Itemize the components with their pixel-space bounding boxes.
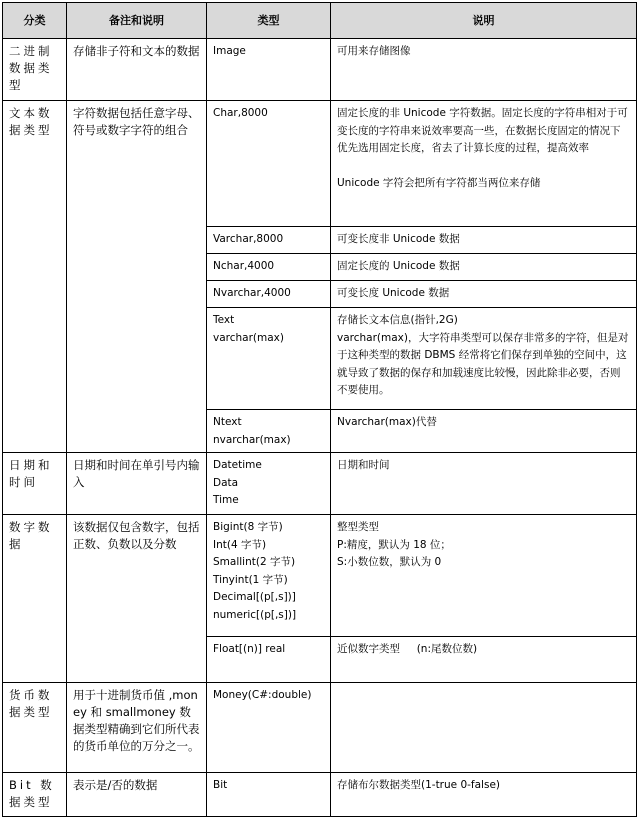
type-cell (207, 308, 331, 410)
type-name: Varchar,8000 (213, 233, 284, 245)
description-cell (331, 683, 637, 773)
header-description: 说明 (331, 3, 637, 39)
table-row (3, 39, 637, 101)
table-row (3, 453, 637, 515)
category-cell (3, 515, 67, 683)
type-cell (207, 773, 331, 817)
type-cell (207, 101, 331, 227)
description-text: 存储布尔数据类型(1-true 0-false) (337, 779, 500, 791)
category-text: 货币数据类型 (9, 688, 53, 719)
description-text: 存储长文本信息(指针,2G) (337, 314, 458, 326)
description-text: S:小数位数，默认为 0 (337, 556, 442, 568)
description-text: 固定长度的 Unicode 数据 (337, 260, 460, 272)
type-cell (207, 515, 331, 637)
notes-cell (67, 101, 207, 453)
table-body (3, 39, 637, 817)
notes-cell (67, 515, 207, 683)
type-name: Data (213, 476, 239, 489)
type-name: Ntext (213, 416, 242, 428)
type-name: Smallint(2 字节) (213, 556, 296, 568)
type-cell (207, 254, 331, 281)
category-cell (3, 453, 67, 515)
type-name: Text (213, 314, 235, 326)
notes-text: 日期和时间在单引号内输入 (73, 458, 200, 489)
type-name: Image (213, 45, 246, 57)
description-text: 固定长度的非 Unicode 字符数据。固定长度的字符串相对于可变长度的字符串来说效率要高一些，在数据长度固定的情况下优先选用固定长度，省去了计算长度的过程，提高效率 (337, 107, 628, 154)
description-text: Nvarchar(max)代替 (337, 416, 437, 428)
description-text: 近似数字类型 (n:尾数位数) (337, 643, 478, 655)
type-name: Money(C#:double) (213, 689, 312, 701)
description-text: Unicode 字符会把所有字符都当两位来存储 (337, 177, 541, 189)
notes-text: 用于十进制货币值 ,money 和 smallmoney 数据类型精确到它们所代表的货币单位的万分之一。 (73, 688, 200, 753)
notes-cell (67, 453, 207, 515)
category-cell (3, 683, 67, 773)
notes-text: 表示是/否的数据 (73, 778, 158, 792)
description-text: 整型类型 (337, 521, 379, 533)
description-text: 可变长度非 Unicode 数据 (337, 233, 460, 245)
description-text (337, 687, 630, 705)
type-name: numeric[(p[,s])] (213, 608, 297, 621)
type-name: Time (213, 494, 239, 506)
notes-text: 该数据仅包含数字，包括正数、负数以及分数 (73, 520, 200, 551)
category-text: 日期和时间 (9, 458, 53, 489)
type-cell (207, 453, 331, 515)
category-text: 数字数据 (9, 520, 53, 551)
description-cell (331, 39, 637, 101)
header-category: 分类 (3, 3, 67, 39)
description-text: 可用来存储图像 (337, 45, 411, 57)
category-text: 二进制数据类型 (9, 44, 53, 92)
type-name: Bit (213, 779, 228, 791)
header-notes: 备注和说明 (67, 3, 207, 39)
notes-cell (67, 773, 207, 817)
table-row (3, 101, 637, 227)
header-row (3, 3, 637, 39)
type-cell (207, 227, 331, 254)
type-name: varchar(max) (213, 331, 284, 344)
notes-cell (67, 683, 207, 773)
type-cell (207, 637, 331, 683)
description-cell (331, 637, 637, 683)
type-name: Datetime (213, 459, 262, 471)
type-cell (207, 281, 331, 308)
description-cell (331, 410, 637, 453)
description-cell (331, 101, 637, 227)
description-text: 日期和时间 (337, 459, 390, 471)
table-row (3, 683, 637, 773)
type-name: nvarchar(max) (213, 433, 291, 446)
category-cell (3, 101, 67, 453)
type-name: Nvarchar,4000 (213, 287, 291, 299)
description-cell (331, 515, 637, 637)
category-cell (3, 773, 67, 817)
table-row (3, 773, 637, 817)
description-cell (331, 254, 637, 281)
category-cell (3, 39, 67, 101)
description-text: P:精度，默认为 18 位； (337, 538, 451, 551)
description-cell (331, 281, 637, 308)
type-name: Float[(n)] real (213, 643, 286, 655)
description-text (337, 158, 630, 176)
description-cell (331, 453, 637, 515)
header-type: 类型 (207, 3, 331, 39)
notes-text: 存储非子符和文本的数据 (73, 44, 200, 58)
category-text: 文本数据类型 (9, 106, 53, 137)
description-cell (331, 308, 637, 410)
type-name: Int(4 字节) (213, 538, 267, 551)
type-name: Nchar,4000 (213, 260, 275, 272)
type-cell (207, 39, 331, 101)
description-text: varchar(max)，大字符串类型可以保存非常多的字符，但是对于这种类型的数据 DBMS 经常将它们保存到单独的空间中，这就导致了数据的保存和加载速度比较慢，因此除非必要，否则不要使用。 (337, 331, 629, 396)
type-name: Bigint(8 字节) (213, 521, 283, 533)
description-text: 可变长度 Unicode 数据 (337, 287, 450, 299)
type-name: Tinyint(1 字节) (213, 573, 288, 586)
description-cell (331, 227, 637, 254)
table-row (3, 515, 637, 637)
notes-cell (67, 39, 207, 101)
notes-text: 字符数据包括任意字母、符号或数字字符的组合 (73, 106, 200, 137)
type-name: Char,8000 (213, 107, 268, 119)
description-cell (331, 773, 637, 817)
type-cell (207, 683, 331, 773)
data-types-table (2, 2, 637, 817)
type-cell (207, 410, 331, 453)
type-name: Decimal[(p[,s])] (213, 591, 296, 603)
category-text: Bit 数据类型 (9, 778, 55, 809)
